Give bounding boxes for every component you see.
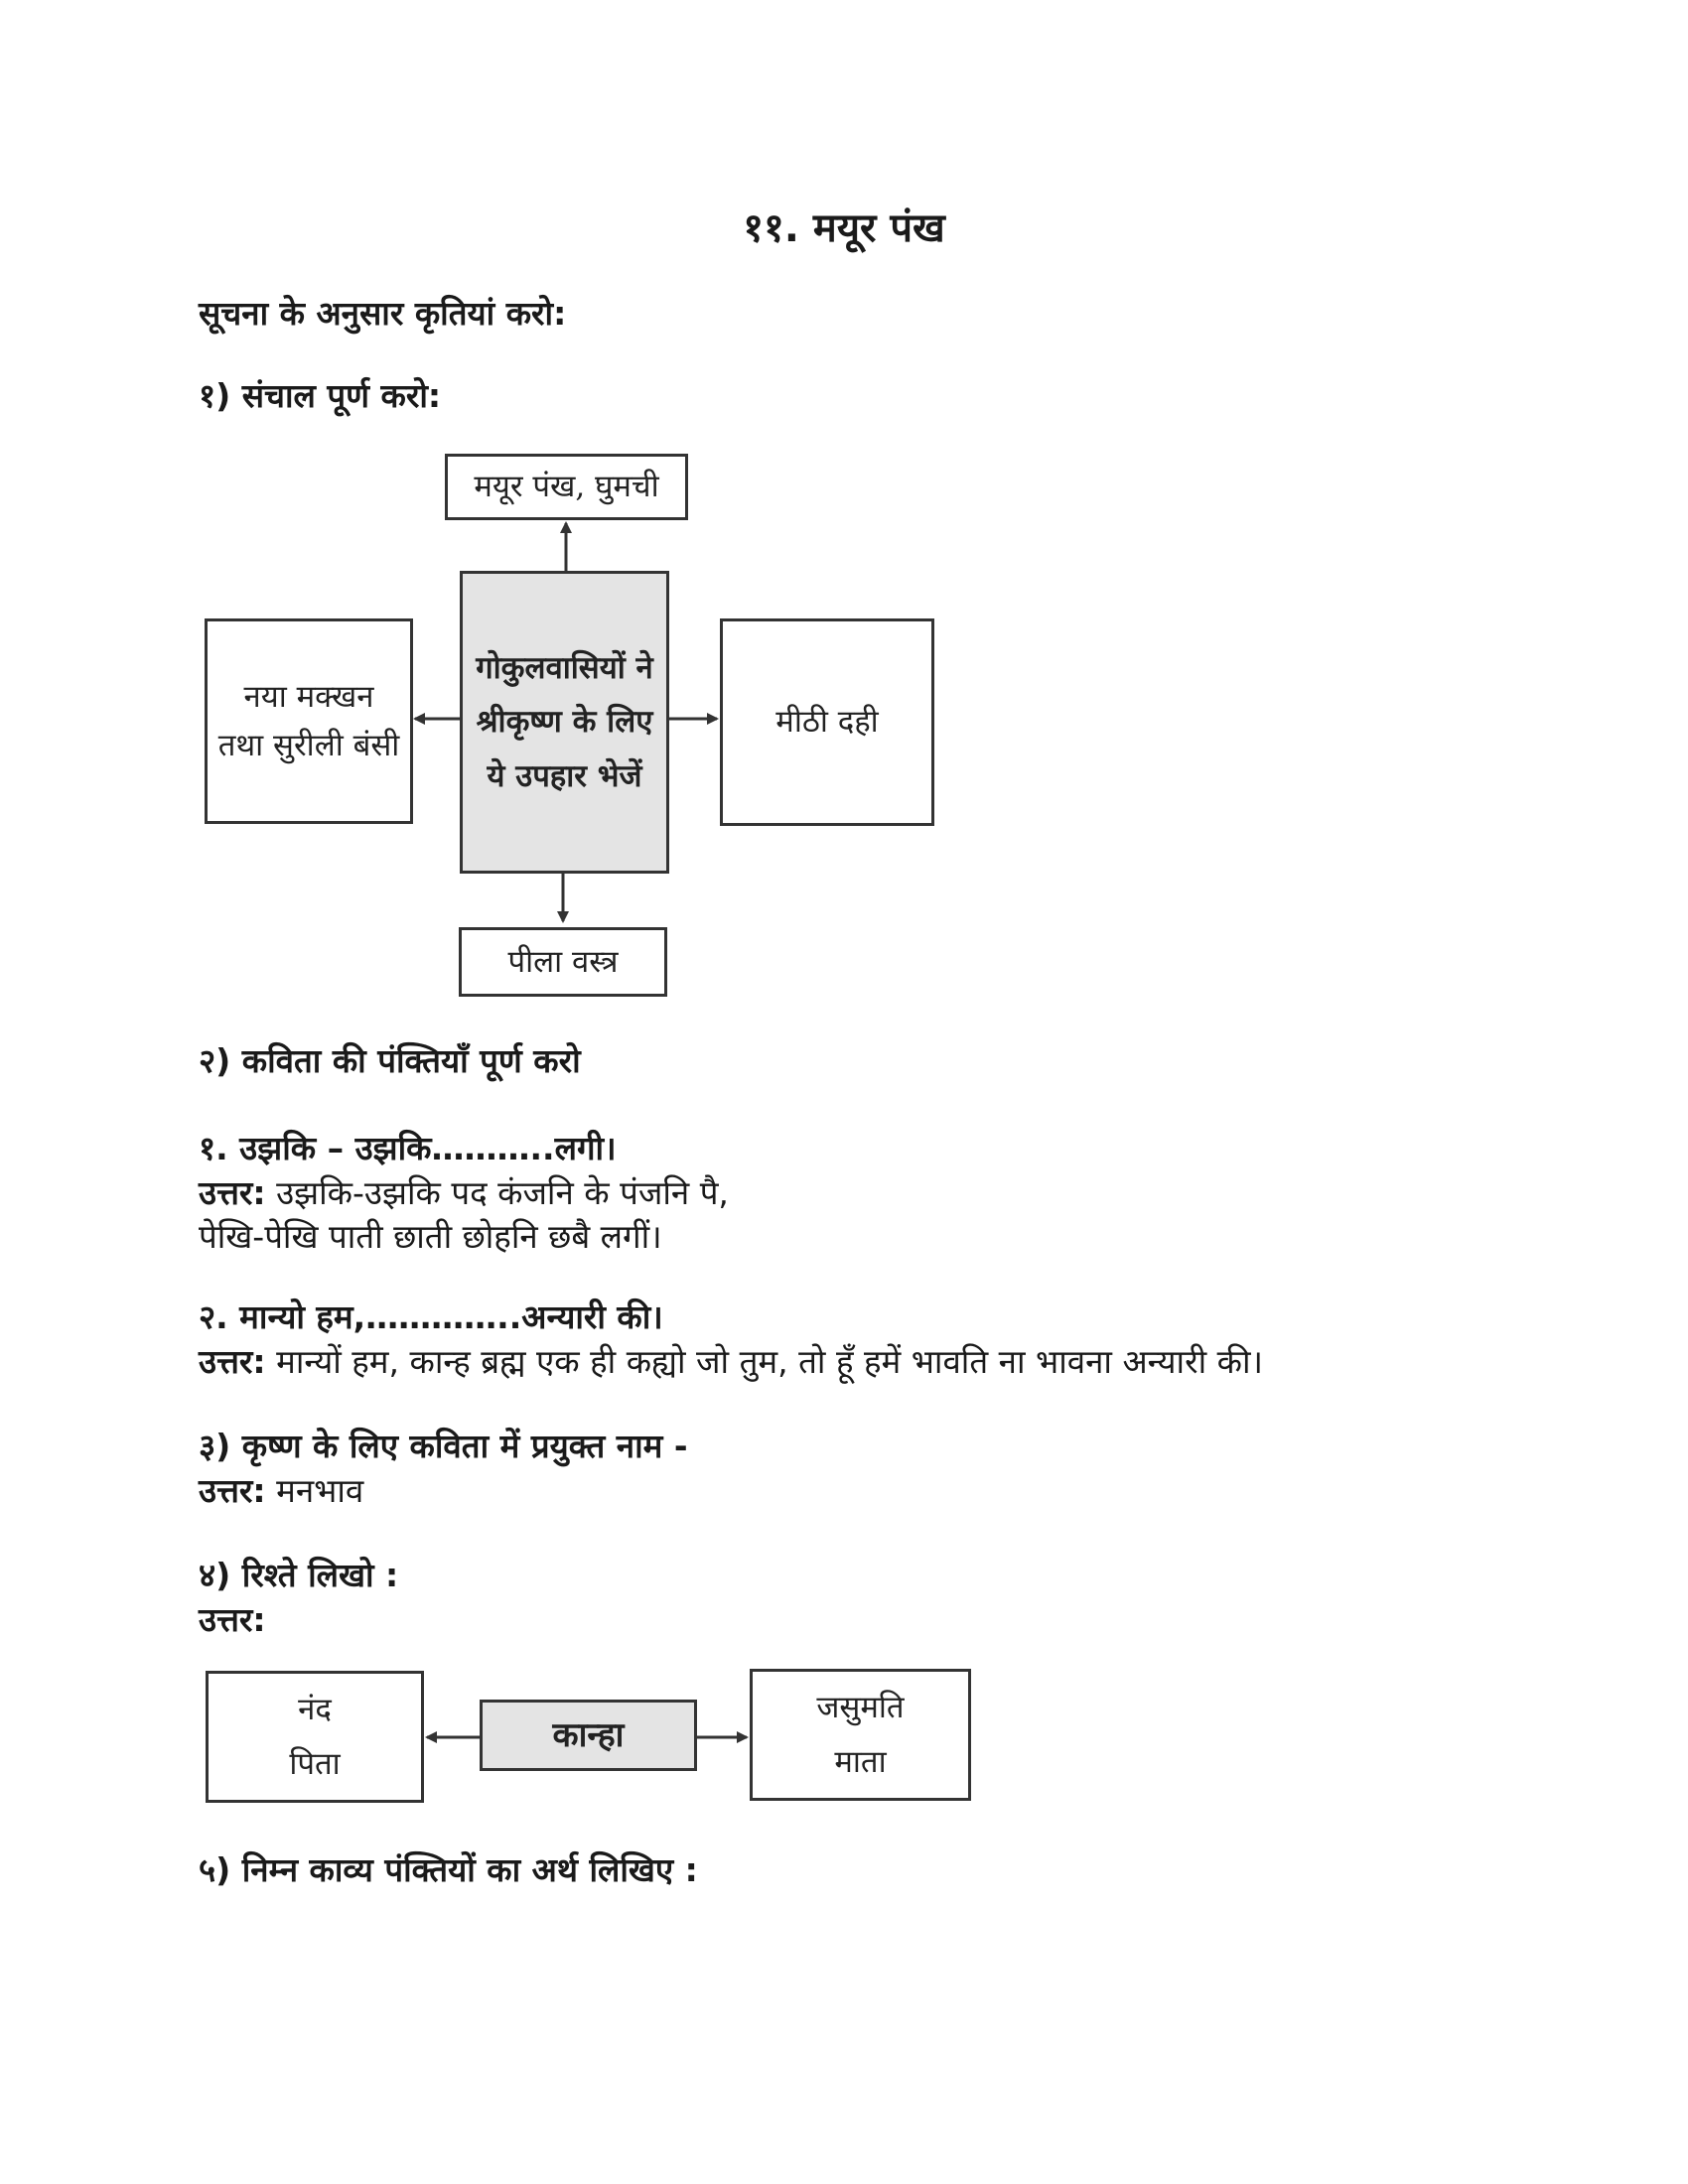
q3-heading: ३) कृष्ण के लिए कविता में प्रयुक्त नाम - (199, 1427, 688, 1465)
q2-item2-prompt: २. मान्यो हम,…………..अन्यारी की। (199, 1297, 663, 1336)
answer-text: मान्यों हम, कान्ह ब्रह्म एक ही कह्यो जो तुम, तो हूँ हमें भावति ना भावना अन्यारी की। (276, 1342, 1264, 1381)
answer-label: उत्तर: (199, 1173, 266, 1212)
q1-box-top: मयूर पंख, घुमची (445, 454, 688, 520)
answer-text: मनभाव (276, 1471, 364, 1510)
answer-label: उत्तर: (199, 1471, 266, 1510)
q3-answer (199, 1467, 363, 1512)
q4-mother-name: जसुमति (816, 1690, 905, 1726)
answer-text: उझकि-उझकि पद कंजनि के पंजनि पै, (276, 1173, 729, 1212)
q1-box-left: नया मक्खन तथा सुरीली बंसी (205, 618, 413, 824)
q4-father-name: नंद (298, 1692, 332, 1728)
page-title: ११. मयूर पंख (743, 205, 945, 251)
q1-box-bottom: पीला वस्त्र (459, 927, 667, 997)
q2-item1-answer-line2: पेखि-पेखि पाती छाती छोहनि छबै लगीं। (199, 1217, 662, 1256)
q4-mother-relation: माता (834, 1743, 887, 1780)
q4-answer-label: उत्तर: (199, 1600, 266, 1639)
answer-label: उत्तर: (199, 1342, 266, 1381)
q4-box-father (206, 1671, 424, 1803)
q4-box-mother (750, 1669, 971, 1801)
q1-box-right: मीठी दही (720, 618, 934, 826)
q2-item1-answer-line1 (199, 1169, 729, 1214)
q4-heading: ४) रिश्ते लिखो : (199, 1556, 399, 1594)
q2-heading: २) कविता की पंक्तियाँ पूर्ण करो (199, 1041, 581, 1080)
q5-heading: ५) निम्न काव्य पंक्तियों का अर्थ लिखिए : (199, 1850, 698, 1889)
instruction-heading: सूचना के अनुसार कृतियां करो: (199, 294, 567, 333)
q1-box-center: गोकुलवासियों ने श्रीकृष्ण के लिए ये उपहार भेजें (460, 571, 669, 874)
q4-box-center: कान्हा (480, 1700, 697, 1771)
q2-item2-answer (199, 1338, 1263, 1383)
q1-heading: १) संचाल पूर्ण करो: (199, 376, 442, 415)
q4-father-relation: पिता (289, 1745, 341, 1782)
q2-item1-prompt: १. उझकि – उझकि………..लगी। (199, 1129, 617, 1167)
